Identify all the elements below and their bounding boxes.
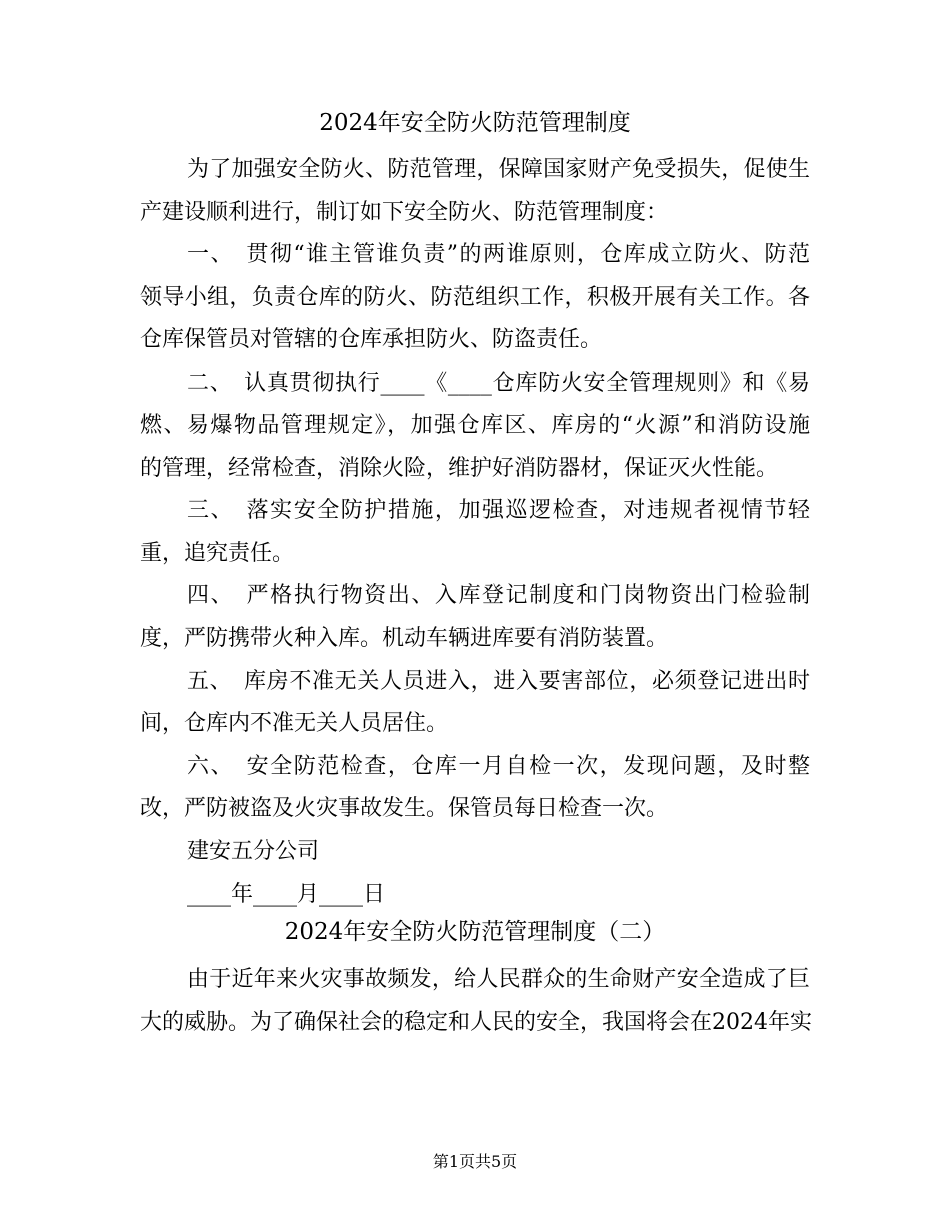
item-3-line-1: 三、 落实安全防护措施，加强巡逻检查，对违规者视情节轻 [187, 498, 810, 523]
document-2-title: 2024年安全防火防范管理制度（二） [284, 919, 666, 945]
item-6-line-1: 六、 安全防范检查，仓库一月自检一次，发现问题，及时整 [187, 754, 810, 779]
date-line: ____年____月____日 [187, 882, 386, 907]
signature: 建安五分公司 [187, 839, 320, 864]
item-6-line-2: 改，严防被盗及火灾事故发生。保管员每日检查一次。 [140, 796, 669, 821]
item-2-line-2: 燃、易爆物品管理规定》，加强仓库区、库房的“火源”和消防设施 [140, 413, 810, 438]
document-title: 2024年安全防火防范管理制度 [319, 110, 631, 136]
item-4-line-2: 度，严防携带火种入库。机动车辆进库要有消防装置。 [140, 626, 669, 651]
document-2-intro-line-1: 由于近年来火灾事故频发，给人民群众的生命财产安全造成了巨 [187, 967, 810, 992]
item-3-line-2: 重，追究责任。 [140, 541, 295, 566]
document-2-intro-line-2: 大的威胁。为了确保社会的稳定和人民的安全，我国将会在2024年实 [140, 1010, 812, 1035]
item-5-line-1: 五、 库房不准无关人员进入，进入要害部位，必须登记进出时 [187, 669, 810, 694]
item-1-line-3: 仓库保管员对管辖的仓库承担防火、防盗责任。 [140, 327, 603, 352]
intro-line-1: 为了加强安全防火、防范管理，保障国家财产免受损失，促使生 [187, 157, 810, 182]
item-1-line-1: 一、 贯彻“谁主管谁负责”的两谁原则，仓库成立防火、防范 [187, 242, 810, 267]
item-2-line-1: 二、 认真贯彻执行____《____仓库防火安全管理规则》和《易 [187, 371, 810, 396]
item-4-line-1: 四、 严格执行物资出、入库登记制度和门岗物资出门检验制 [187, 583, 810, 608]
item-1-line-2: 领导小组，负责仓库的防火、防范组织工作，积极开展有关工作。各 [140, 285, 810, 310]
item-2-line-3: 的管理，经常检查，消除火险，维护好消防器材，保证灭火性能。 [140, 456, 779, 481]
page-number: 第1页共5页 [432, 1152, 518, 1171]
intro-line-2: 产建设顺利进行，制订如下安全防火、防范管理制度： [140, 200, 669, 225]
item-5-line-2: 间，仓库内不准无关人员居住。 [140, 711, 449, 736]
